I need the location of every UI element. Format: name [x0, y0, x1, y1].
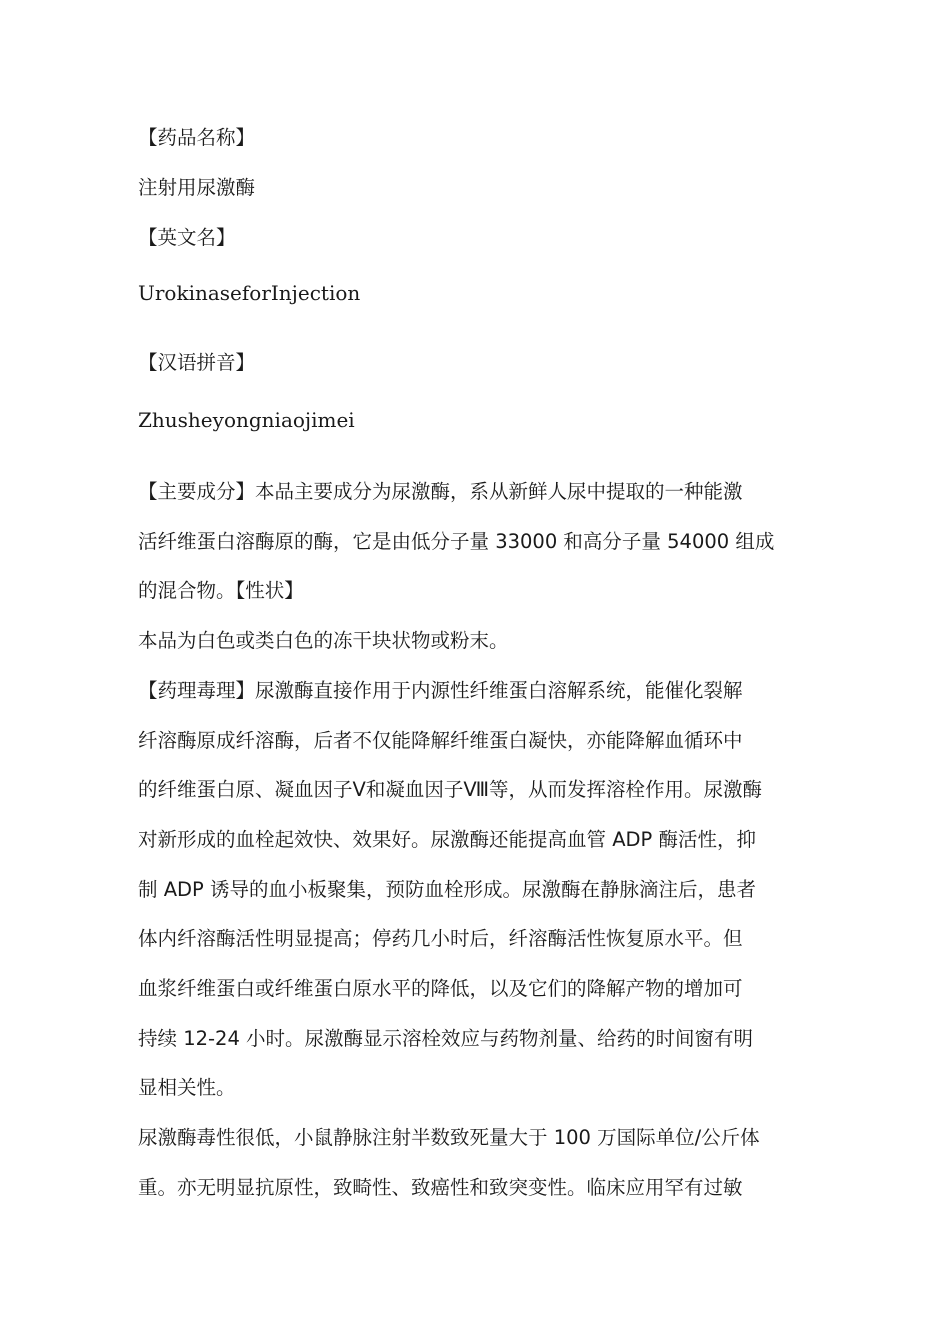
- pharmacology-line: 持续 12-24 小时。尿激酶显示溶栓效应与药物剂量、给药的时间窗有明: [138, 1026, 754, 1050]
- pharmacology-line: 对新形成的血栓起效快、效果好。尿激酶还能提高血管 ADP 酶活性，抑: [138, 827, 757, 851]
- drug-name-value: 注射用尿激酶: [138, 176, 256, 199]
- pharmacology-line: 【药理毒理】尿激酶直接作用于内源性纤维蛋白溶解系统，能催化裂解: [138, 678, 743, 702]
- composition-line: 的混合物。【性状】: [138, 579, 304, 603]
- pharmacology-paragraph: [138, 666, 828, 1113]
- english-name-value: UrokinaseforInjection: [138, 281, 361, 305]
- pharmacology-line: 体内纤溶酶活性明显提高；停药几小时后，纤溶酶活性恢复原水平。但: [138, 927, 743, 951]
- composition-paragraph: [138, 467, 828, 616]
- drug-name-heading: 【药品名称】: [138, 126, 256, 149]
- toxicity-paragraph: [138, 1113, 828, 1212]
- toxicity-line: 重。亦无明显抗原性，致畸性、致癌性和致突变性。临床应用罕有过敏: [138, 1175, 743, 1199]
- document-page: [138, 124, 828, 1213]
- pharmacology-line: 血浆纤维蛋白或纤维蛋白原水平的降低，以及它们的降解产物的增加可: [138, 977, 743, 1001]
- pinyin-value: Zhusheyongniaojimei: [138, 408, 355, 432]
- composition-line: 活纤维蛋白溶酶原的酶，它是由低分子量 33000 和高分子量 54000 组成: [138, 529, 775, 553]
- pharmacology-line: 的纤维蛋白原、凝血因子Ⅴ和凝血因子Ⅷ等，从而发挥溶栓作用。尿激酶: [138, 778, 763, 802]
- description-line: 本品为白色或类白色的冻干块状物或粉末。: [138, 629, 509, 653]
- pharmacology-line: 显相关性。: [138, 1076, 236, 1100]
- pharmacology-line: 制 ADP 诱导的血小板聚集，预防血栓形成。尿激酶在静脉滴注后，患者: [138, 877, 757, 901]
- pinyin-heading: 【汉语拼音】: [138, 351, 256, 374]
- english-name-heading: 【英文名】: [138, 226, 236, 249]
- pharmacology-line: 纤溶酶原成纤溶酶，后者不仅能降解纤维蛋白凝快，亦能降解血循环中: [138, 728, 743, 752]
- description-paragraph: [138, 616, 828, 666]
- toxicity-line: 尿激酶毒性很低，小鼠静脉注射半数致死量大于 100 万国际单位/公斤体: [138, 1126, 760, 1150]
- composition-line: 【主要成分】本品主要成分为尿激酶，系从新鲜人尿中提取的一种能激: [138, 480, 743, 503]
